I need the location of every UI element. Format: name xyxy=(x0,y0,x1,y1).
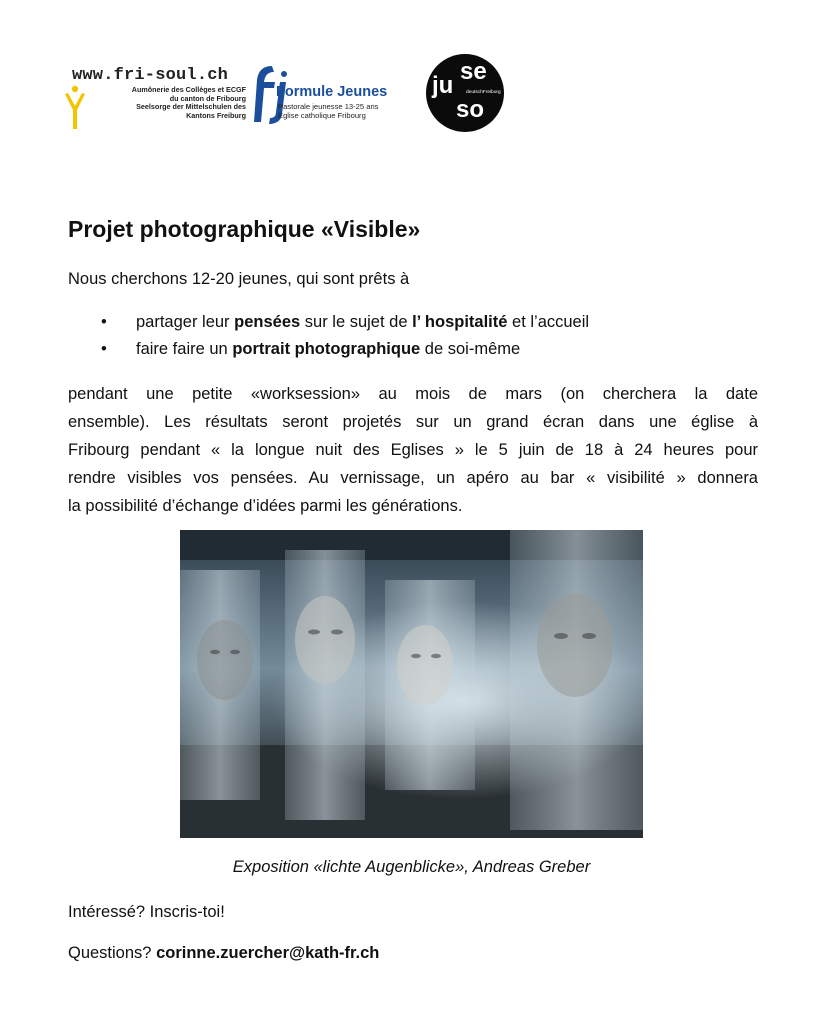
bullet-icon: • xyxy=(101,313,107,331)
juso-so-text: so xyxy=(456,96,485,123)
frisoul-logo[interactable] xyxy=(64,64,246,134)
document-title: Projet photographique «Visible» xyxy=(68,216,421,242)
photo-caption: Exposition «lichte Augenblicke», Andreas Greber xyxy=(232,858,591,876)
juso-se-text: se xyxy=(460,58,487,85)
bullet-list xyxy=(68,311,589,365)
contact-email-link[interactable]: corinne.zuercher@kath-fr.ch xyxy=(156,944,380,962)
list-item: • partager leur pensées sur le sujet de l’ hospitalité et l’accueil xyxy=(101,313,590,331)
formule-jeunes-logo[interactable] xyxy=(242,60,402,130)
frisoul-description: Aumônerie des Collèges et ECGF du canton de Fribourg Seelsorge der Mittelschulen des Kantons Freiburg xyxy=(131,85,246,120)
juso-small-text: deutschFreiburg xyxy=(466,90,501,95)
fj-title: Formule Jeunes xyxy=(276,84,388,100)
list-item: • faire faire un portrait photographique de soi-même xyxy=(101,340,521,358)
juso-ju-text: ju xyxy=(432,72,454,99)
questions-line xyxy=(68,944,379,963)
frisoul-person-icon xyxy=(64,84,86,130)
fj-subtitle: Pastorale jeunesse 13-25 ans Eglise catholique Fribourg xyxy=(278,102,379,121)
description-paragraph: pendant une petite «worksession» au mois de mars (on cherchera la date ensemble). Les résultats seront projetés sur un grand écran dans une église à Fribourg pendant « la longue nuit des Eglises » le 5 juin de 18 à 24 heures pour rendre visibles vos pensées. Au vernissage, un apéro au bar « visibilité » donnera la possibilité d’échange d’idées parmi les générations. xyxy=(68,385,758,515)
frisoul-url: www.fri-soul.ch xyxy=(72,66,229,85)
bullet-icon: • xyxy=(101,340,107,358)
juso-logo[interactable] xyxy=(426,54,504,132)
questions-label: Questions? xyxy=(68,944,157,962)
interested-text: Intéressé? Inscris-toi! xyxy=(68,903,225,921)
exhibition-photo xyxy=(180,530,643,838)
intro-text: Nous cherchons 12-20 jeunes, qui sont prêts à xyxy=(68,270,410,288)
